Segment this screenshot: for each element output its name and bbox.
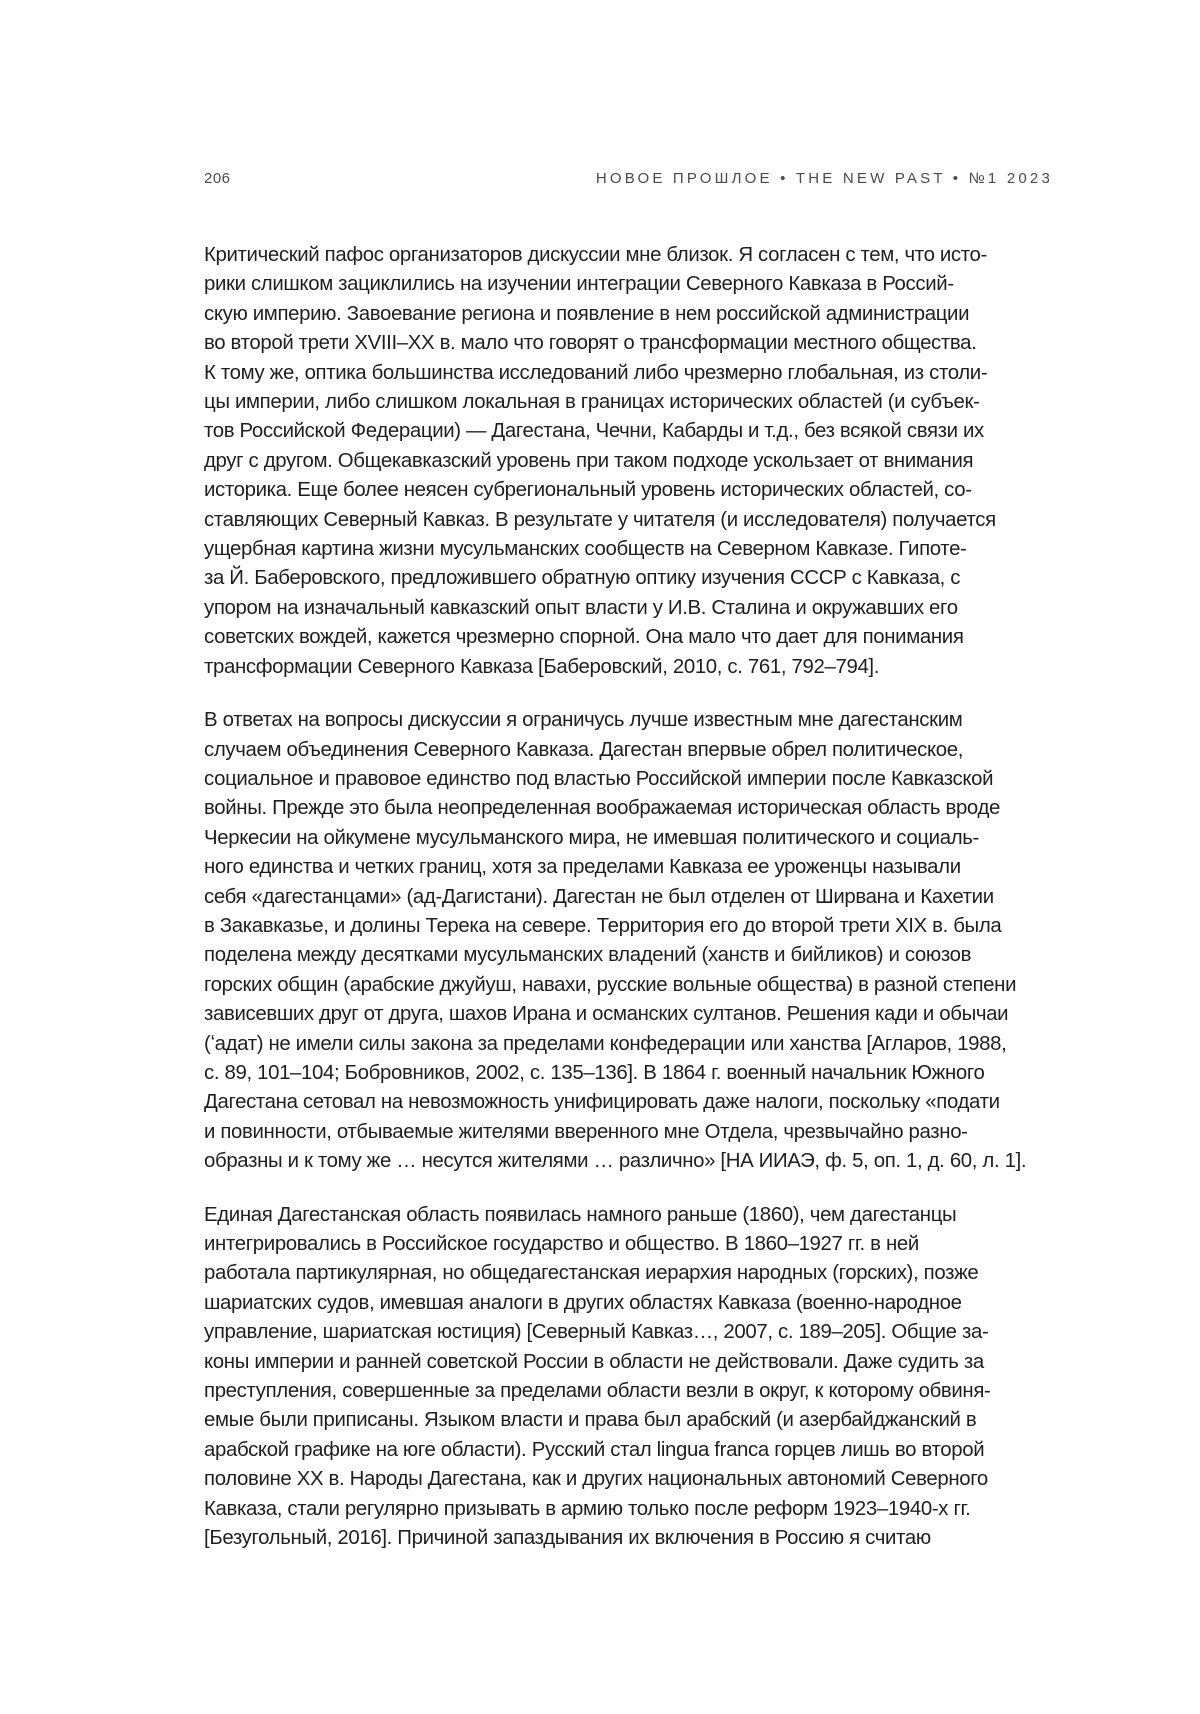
text-line: интегрировались в Российское государство и общество. В 1860–1927 гг. в ней	[204, 1230, 1064, 1259]
text-line: тов Российской Федерации) — Дагестана, Чечни, Кабарды и т.д., без всякой связи их	[204, 417, 1064, 446]
text-line: случаем объединения Северного Кавказа. Дагестан впервые обрел политическое,	[204, 736, 1064, 765]
text-line: зависевших друг от друга, шахов Ирана и османских султанов. Решения кади и обычаи	[204, 1000, 1064, 1029]
text-line: трансформации Северного Кавказа [Баберовский, 2010, с. 761, 792–794].	[204, 653, 1064, 682]
text-line: емые были приписаны. Языком власти и права был арабский (и азербайджанский в	[204, 1406, 1064, 1435]
text-line: в Закавказье, и долины Терека на севере. Территория его до второй трети XIX в. была	[204, 912, 1064, 941]
text-line: Критический пафос организаторов дискуссии мне близок. Я согласен с тем, что исто-	[204, 241, 1064, 270]
paragraph-2	[204, 706, 1064, 1177]
text-line: К тому же, оптика большинства исследований либо чрезмерно глобальная, из столи-	[204, 359, 1064, 388]
page-number: 206	[204, 170, 231, 187]
text-line: советских вождей, кажется чрезмерно спорной. Она мало что дает для понимания	[204, 623, 1064, 652]
text-line: социальное и правовое единство под властью Российской империи после Кавказской	[204, 765, 1064, 794]
text-line: себя «дагестанцами» (ад-Дагистани). Дагестан не был отделен от Ширвана и Кахетии	[204, 883, 1064, 912]
text-line: Дагестана сетовал на невозможность унифицировать даже налоги, поскольку «подати	[204, 1088, 1064, 1117]
paragraph-3	[204, 1201, 1064, 1554]
text-line: ного единства и четких границ, хотя за пределами Кавказа ее уроженцы называли	[204, 853, 1064, 882]
text-line: цы империи, либо слишком локальная в границах исторических областей (и субъек-	[204, 388, 1064, 417]
text-line: историка. Еще более неясен субрегиональный уровень исторических областей, со-	[204, 476, 1064, 505]
text-line: во второй трети XVIII–XX в. мало что говорят о трансформации местного общества.	[204, 329, 1064, 358]
text-line: упором на изначальный кавказский опыт власти у И.В. Сталина и окружавших его	[204, 594, 1064, 623]
text-line: Черкесии на ойкумене мусульманского мира, не имевшая политического и социаль-	[204, 824, 1064, 853]
text-line: работала партикулярная, но общедагестанская иерархия народных (горских), позже	[204, 1259, 1064, 1288]
text-line: скую империю. Завоевание региона и появление в нем российской администрации	[204, 300, 1064, 329]
text-line: арабской графике на юге области). Русский стал lingua franca горцев лишь во второй	[204, 1436, 1064, 1465]
text-line: Кавказа, стали регулярно призывать в армию только после реформ 1923–1940-х гг.	[204, 1495, 1064, 1524]
text-line: рики слишком зациклились на изучении интеграции Северного Кавказа в Россий-	[204, 270, 1064, 299]
text-line: и повинности, отбываемые жителями вверенного мне Отдела, чрезвычайно разно-	[204, 1118, 1064, 1147]
text-line: Единая Дагестанская область появилась намного раньше (1860), чем дагестанцы	[204, 1201, 1064, 1230]
text-line: коны империи и ранней советской России в области не действовали. Даже судить за	[204, 1348, 1064, 1377]
text-line: половине XX в. Народы Дагестана, как и других национальных автономий Северного	[204, 1465, 1064, 1494]
text-line: преступления, совершенные за пределами области везли в округ, к которому обвиня-	[204, 1377, 1064, 1406]
text-line: друг с другом. Общекавказский уровень при таком подходе ускользает от внимания	[204, 447, 1064, 476]
text-line: войны. Прежде это была неопределенная воображаемая историческая область вроде	[204, 794, 1064, 823]
text-line: образны и к тому же … несутся жителями … различно» [НА ИИАЭ, ф. 5, оп. 1, д. 60, л. 1].	[204, 1147, 1064, 1176]
running-header	[204, 166, 1053, 190]
text-line: ущербная картина жизни мусульманских сообществ на Северном Кавказе. Гипоте-	[204, 535, 1064, 564]
text-line: горских общин (арабские джуйуш, навахи, русские вольные общества) в разной степени	[204, 971, 1064, 1000]
text-line: управление, шариатская юстиция) [Северный Кавказ…, 2007, с. 189–205]. Общие за-	[204, 1318, 1064, 1347]
text-line: [Безугольный, 2016]. Причиной запаздывания их включения в Россию я считаю	[204, 1524, 1064, 1553]
text-line: ставляющих Северный Кавказ. В результате у читателя (и исследователя) получается	[204, 506, 1064, 535]
text-line: с. 89, 101–104; Бобровников, 2002, с. 135–136]. В 1864 г. военный начальник Южного	[204, 1059, 1064, 1088]
text-line: шариатских судов, имевшая аналоги в других областях Кавказа (военно-народное	[204, 1289, 1064, 1318]
text-line: поделена между десятками мусульманских владений (ханств и бийликов) и союзов	[204, 941, 1064, 970]
text-line: В ответах на вопросы дискуссии я ограничусь лучше известным мне дагестанским	[204, 706, 1064, 735]
text-line: (ʻадат) не имели силы закона за пределами конфедерации или ханства [Агларов, 1988,	[204, 1030, 1064, 1059]
body-text	[204, 241, 1064, 1577]
paragraph-1	[204, 241, 1064, 682]
text-line: за Й. Баберовского, предложившего обратную оптику изучения СССР с Кавказа, с	[204, 564, 1064, 593]
journal-title: НОВОЕ ПРОШЛОЕ • THE NEW PAST • №1 2023	[596, 170, 1053, 187]
